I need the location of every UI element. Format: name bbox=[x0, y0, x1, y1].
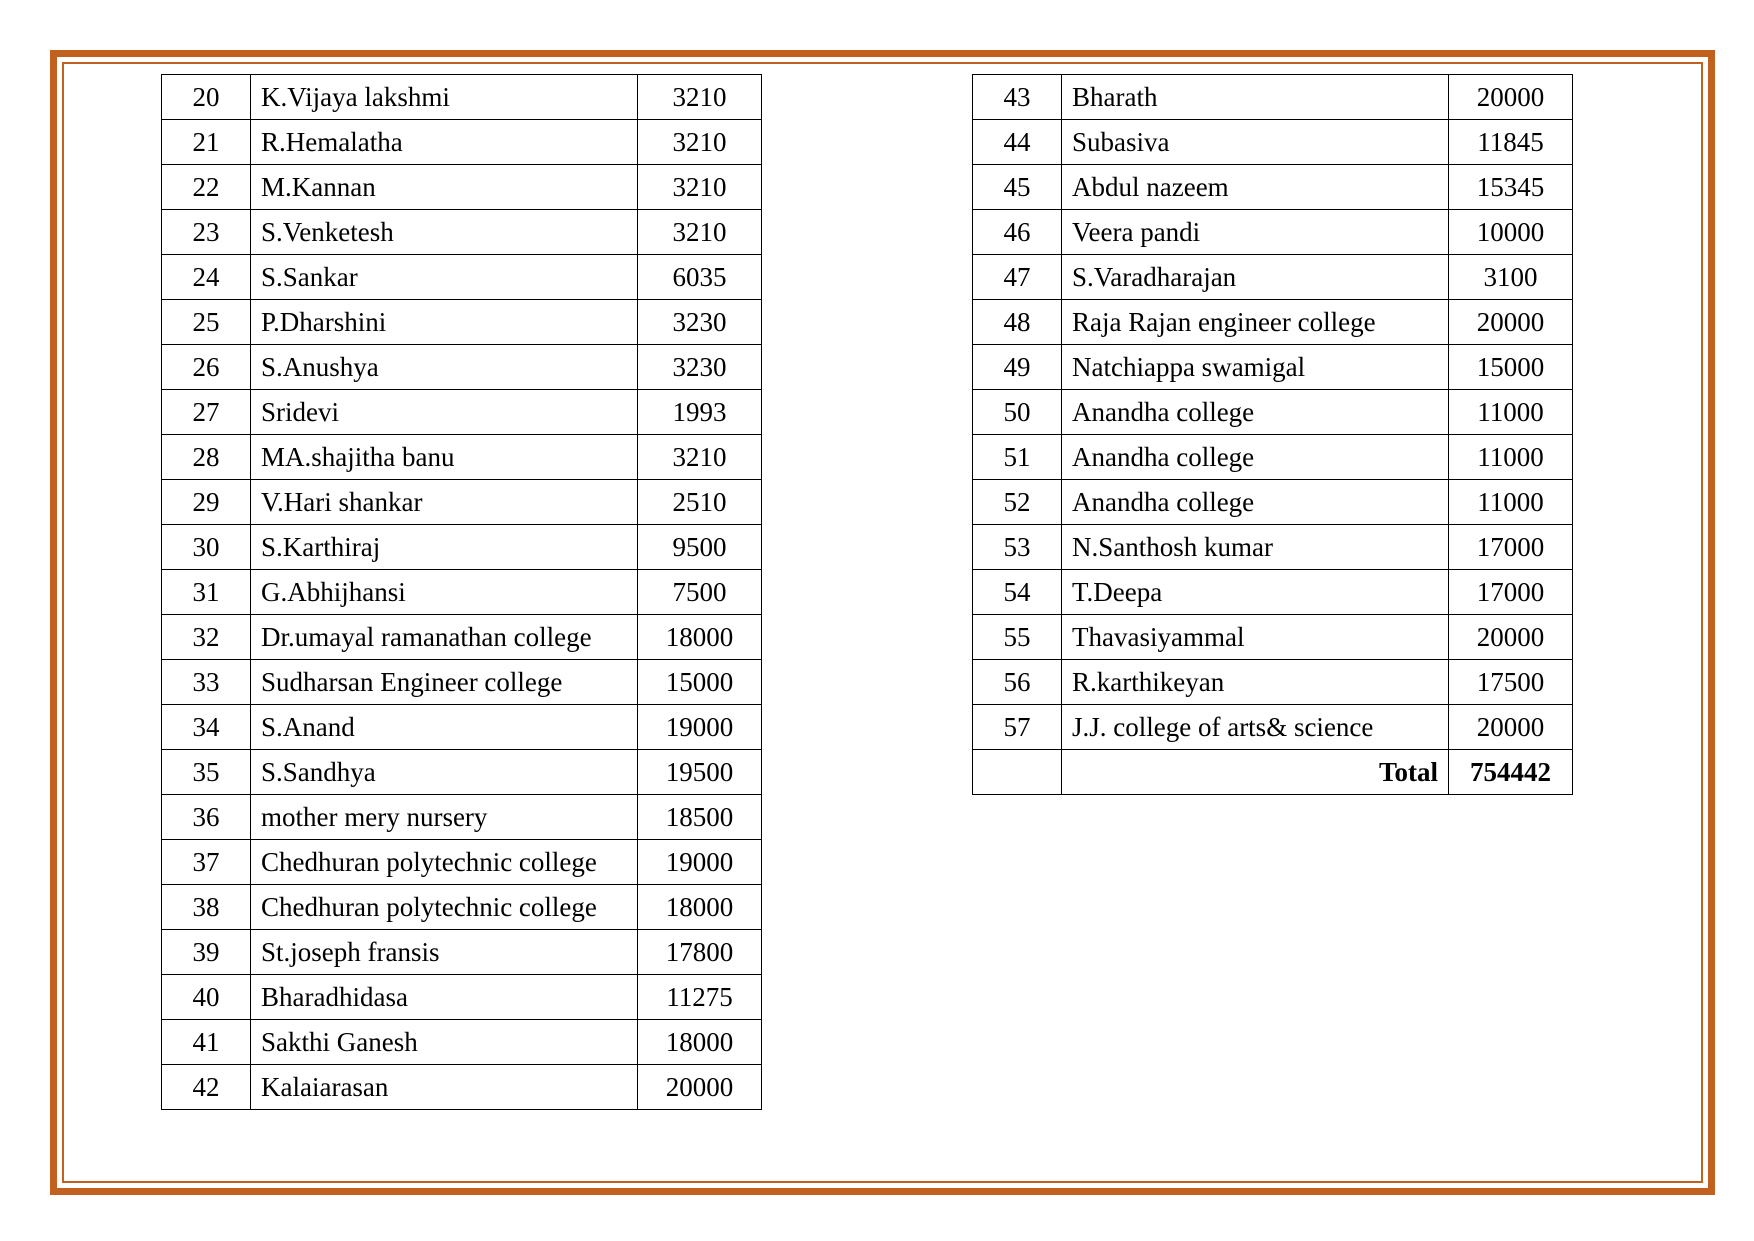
donor-name: Chedhuran polytechnic college bbox=[251, 885, 638, 930]
amount: 20000 bbox=[1449, 75, 1573, 120]
serial-number: 37 bbox=[162, 840, 251, 885]
serial-number: 48 bbox=[973, 300, 1062, 345]
amount: 3100 bbox=[1449, 255, 1573, 300]
table-row bbox=[162, 120, 762, 165]
serial-number: 28 bbox=[162, 435, 251, 480]
serial-number: 38 bbox=[162, 885, 251, 930]
amount: 11000 bbox=[1449, 435, 1573, 480]
total-label: Total bbox=[1062, 750, 1449, 795]
amount: 19500 bbox=[638, 750, 762, 795]
donor-name: S.Anushya bbox=[251, 345, 638, 390]
table-row bbox=[162, 345, 762, 390]
amount: 11845 bbox=[1449, 120, 1573, 165]
donor-name: R.Hemalatha bbox=[251, 120, 638, 165]
amount: 18500 bbox=[638, 795, 762, 840]
donor-name: Thavasiyammal bbox=[1062, 615, 1449, 660]
serial-number: 45 bbox=[973, 165, 1062, 210]
amount: 3210 bbox=[638, 120, 762, 165]
donor-name: Anandha college bbox=[1062, 390, 1449, 435]
table-row bbox=[162, 885, 762, 930]
table-row bbox=[162, 570, 762, 615]
total-row bbox=[973, 750, 1573, 795]
table-row bbox=[162, 930, 762, 975]
amount: 18000 bbox=[638, 885, 762, 930]
donor-name: Abdul nazeem bbox=[1062, 165, 1449, 210]
donor-name: Veera pandi bbox=[1062, 210, 1449, 255]
serial-number: 22 bbox=[162, 165, 251, 210]
table-row bbox=[162, 75, 762, 120]
amount: 3210 bbox=[638, 165, 762, 210]
donor-name: M.Kannan bbox=[251, 165, 638, 210]
donor-name: Bharadhidasa bbox=[251, 975, 638, 1020]
amount: 2510 bbox=[638, 480, 762, 525]
serial-number: 24 bbox=[162, 255, 251, 300]
table-row bbox=[973, 390, 1573, 435]
total-value: 754442 bbox=[1449, 750, 1573, 795]
table-row bbox=[162, 210, 762, 255]
donor-name: Subasiva bbox=[1062, 120, 1449, 165]
amount: 3210 bbox=[638, 210, 762, 255]
donor-name: V.Hari shankar bbox=[251, 480, 638, 525]
serial-number: 49 bbox=[973, 345, 1062, 390]
table-row bbox=[973, 660, 1573, 705]
table-row bbox=[162, 975, 762, 1020]
serial-number: 23 bbox=[162, 210, 251, 255]
amount: 17000 bbox=[1449, 525, 1573, 570]
amount: 11000 bbox=[1449, 480, 1573, 525]
amount: 18000 bbox=[638, 1020, 762, 1065]
donor-name: Raja Rajan engineer college bbox=[1062, 300, 1449, 345]
serial-number: 54 bbox=[973, 570, 1062, 615]
donor-name: R.karthikeyan bbox=[1062, 660, 1449, 705]
serial-number: 34 bbox=[162, 705, 251, 750]
donor-name: Sakthi Ganesh bbox=[251, 1020, 638, 1065]
table-row bbox=[973, 525, 1573, 570]
donor-name: K.Vijaya lakshmi bbox=[251, 75, 638, 120]
serial-number: 31 bbox=[162, 570, 251, 615]
amount: 10000 bbox=[1449, 210, 1573, 255]
donor-name: Sudharsan Engineer college bbox=[251, 660, 638, 705]
table-row bbox=[973, 120, 1573, 165]
donor-name: mother mery nursery bbox=[251, 795, 638, 840]
table-row bbox=[162, 390, 762, 435]
amount: 18000 bbox=[638, 615, 762, 660]
donor-name: Kalaiarasan bbox=[251, 1065, 638, 1110]
table-row bbox=[162, 840, 762, 885]
amount: 20000 bbox=[1449, 300, 1573, 345]
serial-number: 53 bbox=[973, 525, 1062, 570]
donor-name: S.Sankar bbox=[251, 255, 638, 300]
table-row bbox=[162, 1020, 762, 1065]
serial-number: 32 bbox=[162, 615, 251, 660]
donor-name: T.Deepa bbox=[1062, 570, 1449, 615]
table-row bbox=[973, 615, 1573, 660]
table-row bbox=[973, 480, 1573, 525]
table-row bbox=[973, 345, 1573, 390]
table-row bbox=[162, 435, 762, 480]
table-row bbox=[973, 255, 1573, 300]
serial-number: 57 bbox=[973, 705, 1062, 750]
donation-table-right-body bbox=[973, 75, 1573, 750]
amount: 7500 bbox=[638, 570, 762, 615]
serial-number: 56 bbox=[973, 660, 1062, 705]
serial-number: 46 bbox=[973, 210, 1062, 255]
donation-table-left bbox=[161, 74, 762, 1110]
table-row bbox=[162, 255, 762, 300]
amount: 3210 bbox=[638, 435, 762, 480]
table-row bbox=[162, 525, 762, 570]
amount: 11275 bbox=[638, 975, 762, 1020]
table-row bbox=[973, 300, 1573, 345]
donor-name: S.Varadharajan bbox=[1062, 255, 1449, 300]
amount: 6035 bbox=[638, 255, 762, 300]
table-row bbox=[162, 1065, 762, 1110]
table-row bbox=[162, 480, 762, 525]
table-row bbox=[162, 660, 762, 705]
amount: 15345 bbox=[1449, 165, 1573, 210]
amount: 3230 bbox=[638, 345, 762, 390]
amount: 19000 bbox=[638, 840, 762, 885]
total-empty-cell bbox=[973, 750, 1062, 795]
table-row bbox=[162, 795, 762, 840]
serial-number: 27 bbox=[162, 390, 251, 435]
table-row bbox=[973, 165, 1573, 210]
serial-number: 41 bbox=[162, 1020, 251, 1065]
serial-number: 35 bbox=[162, 750, 251, 795]
table-row bbox=[973, 705, 1573, 750]
table-row bbox=[162, 615, 762, 660]
serial-number: 26 bbox=[162, 345, 251, 390]
serial-number: 52 bbox=[973, 480, 1062, 525]
amount: 19000 bbox=[638, 705, 762, 750]
donor-name: Sridevi bbox=[251, 390, 638, 435]
serial-number: 20 bbox=[162, 75, 251, 120]
donation-table-left-body bbox=[162, 75, 762, 1110]
serial-number: 55 bbox=[973, 615, 1062, 660]
amount: 11000 bbox=[1449, 390, 1573, 435]
serial-number: 21 bbox=[162, 120, 251, 165]
serial-number: 42 bbox=[162, 1065, 251, 1110]
serial-number: 25 bbox=[162, 300, 251, 345]
serial-number: 36 bbox=[162, 795, 251, 840]
donor-name: MA.shajitha banu bbox=[251, 435, 638, 480]
serial-number: 50 bbox=[973, 390, 1062, 435]
amount: 15000 bbox=[1449, 345, 1573, 390]
serial-number: 43 bbox=[973, 75, 1062, 120]
table-row bbox=[973, 210, 1573, 255]
amount: 15000 bbox=[638, 660, 762, 705]
amount: 9500 bbox=[638, 525, 762, 570]
serial-number: 33 bbox=[162, 660, 251, 705]
donor-name: S.Karthiraj bbox=[251, 525, 638, 570]
amount: 17500 bbox=[1449, 660, 1573, 705]
donor-name: Chedhuran polytechnic college bbox=[251, 840, 638, 885]
serial-number: 47 bbox=[973, 255, 1062, 300]
table-row bbox=[162, 705, 762, 750]
amount: 17800 bbox=[638, 930, 762, 975]
serial-number: 29 bbox=[162, 480, 251, 525]
table-row bbox=[162, 750, 762, 795]
amount: 3230 bbox=[638, 300, 762, 345]
donor-name: St.joseph fransis bbox=[251, 930, 638, 975]
amount: 17000 bbox=[1449, 570, 1573, 615]
donor-name: S.Venketesh bbox=[251, 210, 638, 255]
table-row bbox=[162, 300, 762, 345]
amount: 20000 bbox=[638, 1065, 762, 1110]
donor-name: Anandha college bbox=[1062, 480, 1449, 525]
table-row bbox=[162, 165, 762, 210]
donor-name: S.Sandhya bbox=[251, 750, 638, 795]
table-row bbox=[973, 570, 1573, 615]
serial-number: 51 bbox=[973, 435, 1062, 480]
donor-name: J.J. college of arts& science bbox=[1062, 705, 1449, 750]
table-row bbox=[973, 435, 1573, 480]
serial-number: 40 bbox=[162, 975, 251, 1020]
donor-name: Bharath bbox=[1062, 75, 1449, 120]
donor-name: Natchiappa swamigal bbox=[1062, 345, 1449, 390]
serial-number: 30 bbox=[162, 525, 251, 570]
donor-name: Dr.umayal ramanathan college bbox=[251, 615, 638, 660]
amount: 20000 bbox=[1449, 615, 1573, 660]
donor-name: N.Santhosh kumar bbox=[1062, 525, 1449, 570]
donor-name: P.Dharshini bbox=[251, 300, 638, 345]
donor-name: G.Abhijhansi bbox=[251, 570, 638, 615]
serial-number: 44 bbox=[973, 120, 1062, 165]
amount: 1993 bbox=[638, 390, 762, 435]
amount: 20000 bbox=[1449, 705, 1573, 750]
donor-name: S.Anand bbox=[251, 705, 638, 750]
amount: 3210 bbox=[638, 75, 762, 120]
donation-table-right bbox=[972, 74, 1573, 795]
serial-number: 39 bbox=[162, 930, 251, 975]
table-row bbox=[973, 75, 1573, 120]
donor-name: Anandha college bbox=[1062, 435, 1449, 480]
